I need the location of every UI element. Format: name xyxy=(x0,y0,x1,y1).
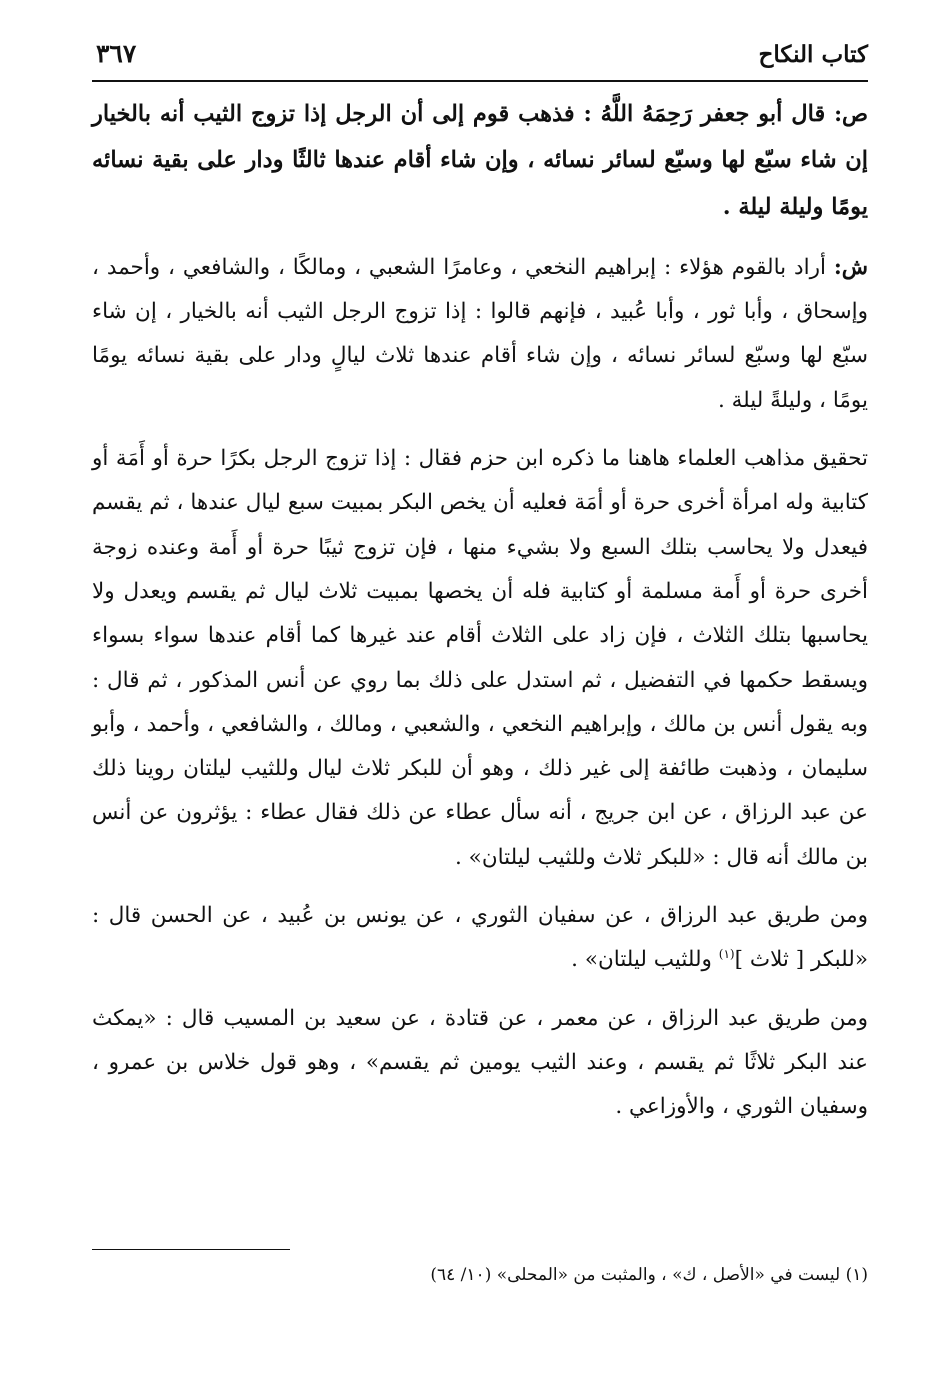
page-header xyxy=(92,30,868,82)
hasan-body-before: ومن طريق عبد الرزاق ، عن سفيان الثوري ، عن يونس بن عُبيد ، عن الحسن قال : «للبكر [ ثلاث ] xyxy=(92,903,868,973)
page-number: ٣٦٧ xyxy=(96,39,137,68)
musayyib-body: ومن طريق عبد الرزاق ، عن معمر ، عن قتادة ، عن سعيد بن المسيب قال : «يمكث عند البكر ثلاثًا ثم يقسم ، وعند الثيب يومين ثم يقسم» ، وهو قول خلاس بن عمرو ، وسفيان الثوري ، والأوزاعي . xyxy=(92,1005,868,1120)
footnote-marker: (١) xyxy=(718,947,735,962)
paragraph-hasan xyxy=(92,894,868,983)
text-label: ص: xyxy=(834,102,868,127)
running-title: كتاب النكاح xyxy=(758,41,868,68)
footnote: (١) ليست في «الأصل ، ك» ، والمثبت من «المحلى» (١٠/ ٦٤) xyxy=(430,1265,868,1285)
tahqiq-body: تحقيق مذاهب العلماء هاهنا ما ذكره ابن حزم فقال : إذا تزوج الرجل بكرًا حرة أو أَمَة أو كتابية وله امرأة أخرى حرة أو أمَة فعليه أن يخص البكر بمبيت سبع ليال عندها ، ثم يقسم فيعدل ولا يحاسب بتلك السبع ولا بشيء منها ، فإن تزوج ثيبًا حرة أو أَمة وعنده زوجة أخرى حرة أو أَمة مسلمة أو كتابية فله أن يخصها بمبيت ثلاث ليال ثم يقسم ويعدل ولا يحاسبها بتلك الثلاث ، فإن زاد على الثلاث أقام عند غيرها كما أقام عندها سواء بسواء ويسقط حكمها في التفضيل ، ثم استدل على ذلك بما روي عن أنس المذكور ، ثم قال : وبه يقول أنس بن مالك ، وإبراهيم النخعي ، والشعبي ، ومالك ، والشافعي ، وأحمد ، وأبو سليمان ، وذهبت طائفة إلى غير ذلك ، وهو أن للبكر ثلاث ليال وللثيب ليلتان روينا ذلك عن عبد الرزاق ، عن ابن جريج ، أنه سأل عطاء عن ذلك فقال عطاء : يؤثرون عن أنس بن مالك أنه قال : «للبكر ثلاث وللثيب ليلتان» . xyxy=(92,446,868,870)
text-body: قال أبو جعفر رَحِمَهُ اللَّهُ : فذهب قوم إلى أن الرجل إذا تزوج الثيب أنه بالخيار إن شاء سبّع لها وسبّع لسائر نسائه ، وإن شاء أقام عندها ثالثًا ودار على بقية نسائه يومًا وليلة ليلة . xyxy=(92,101,868,220)
paragraph-text xyxy=(92,91,868,230)
commentary-body: أراد بالقوم هؤلاء : إبراهيم النخعي ، وعامرًا الشعبي ، ومالكًا ، والشافعي ، وأحمد ، وإسحاق ، وأبا ثور ، وأبا عُبيد ، فإنهم قالوا : إذا تزوج الرجل الثيب أنه بالخيار ، إن شاء سبّع لها وسبّع لسائر نسائه ، وإن شاء أقام عندها ثلاث ليالٍ ودار على بقية نسائه يومًا يومًا ، وليلةً ليلة . xyxy=(92,254,868,413)
paragraph-musayyib xyxy=(92,997,868,1130)
hasan-body-after: وللثيب ليلتان» . xyxy=(571,947,719,973)
footnote-divider xyxy=(92,1249,290,1250)
commentary-label: ش: xyxy=(833,254,868,280)
page xyxy=(92,30,868,1130)
paragraph-commentary xyxy=(92,246,868,423)
paragraph-tahqiq xyxy=(92,437,868,880)
